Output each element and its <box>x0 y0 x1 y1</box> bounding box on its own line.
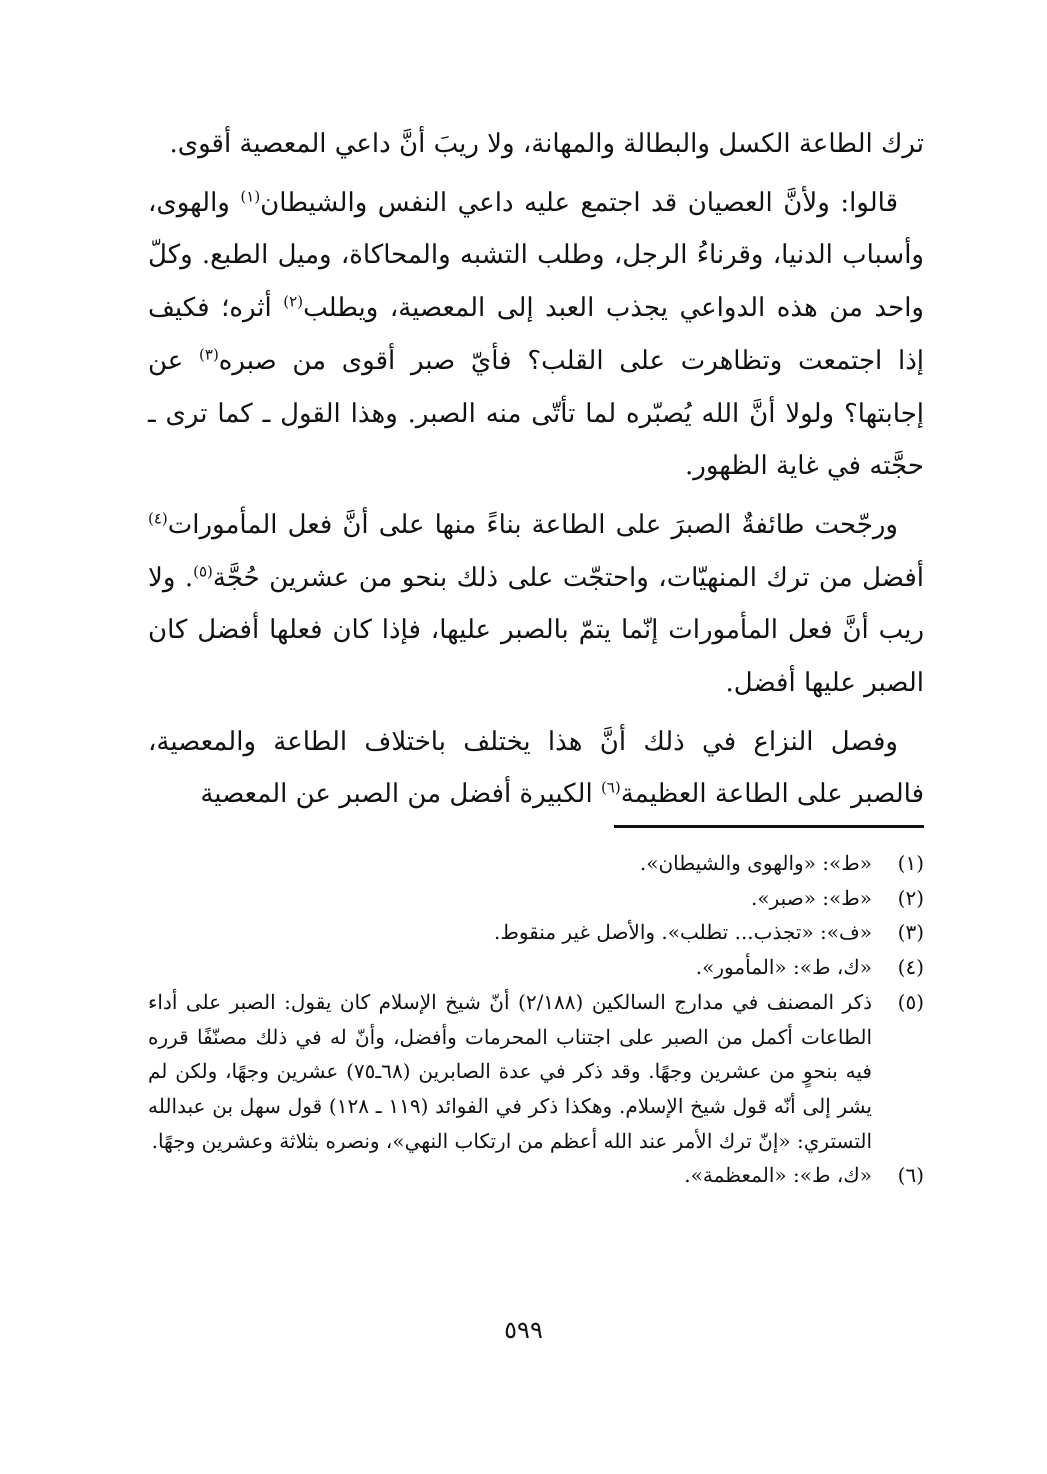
footnote-separator <box>614 825 924 828</box>
paragraph-2-text-a: قالوا: ولأنَّ العصيان قد اجتمع عليه داعي النفس والشيطان <box>260 187 899 218</box>
footnote-ref-5[interactable]: (٥) <box>193 561 213 580</box>
paragraph-1 <box>148 118 924 171</box>
paragraph-2 <box>148 177 924 493</box>
footnote-ref-6[interactable]: (٦) <box>600 778 621 797</box>
footnote-5 <box>148 985 924 1159</box>
footnote-3 <box>148 915 924 950</box>
paragraph-2-text-c: أثره؛ فكيف إذا اجتمعت وتظاهرت على القلب؟ فأيّ صبر أقوى من صبره <box>148 293 924 376</box>
footnote-4 <box>148 950 924 985</box>
footnotes <box>148 846 924 1193</box>
paragraph-2-text-d: عن إجابتها؟ ولولا أنَّ الله يُصبّره لما تأتّى منه الصبر. وهذا القول ـ كما ترى ـ حجَّته في غاية الظهور. <box>148 345 924 482</box>
main-text <box>148 118 924 821</box>
footnote-ref-4[interactable]: (٤) <box>148 509 168 528</box>
footnote-text: «ط»: «والهوى والشيطان». <box>639 851 872 875</box>
footnote-ref-2[interactable]: (٢) <box>283 292 304 311</box>
footnote-6 <box>148 1158 924 1193</box>
footnote-text: «ط»: «صبر». <box>751 885 872 910</box>
page-number: ٥٩٩ <box>504 1316 543 1344</box>
footnote-text: «ك، ط»: «المعظمة». <box>684 1163 872 1188</box>
footnote-1 <box>148 846 924 881</box>
footnote-number: (١) <box>897 851 924 875</box>
footnote-number: (٤) <box>897 955 924 980</box>
footnote-text: ذكر المصنف في مدارج السالكين (٢/١٨٨) أنّ شيخ الإسلام كان يقول: الصبر على أداء الطاعات أكمل من الصبر على اجتناب المحرمات وأفضل، وأنّ له في ذلك مصنّفًا قرره فيه بنحوٍ من عشرين وجهًا. وقد ذكر في عدة الصابرين (٦٨ـ٧٥) عشرين وجهًا، ولكن لم يشر إلى أنّه قول شيخ الإسلام. وهكذا ذكر في الفوائد (١١٩ ـ ١٢٨) قول سهل بن عبدالله التستري: «إنّ ترك الأمر عند الله أعظم من ارتكاب النهي»، ونصره بثلاثة وعشرين وجهًا. <box>148 989 872 1153</box>
paragraph-3-text-b: أفضل من ترك المنهيّات، واحتجّت على ذلك بنحو من عشرين حُجَّة <box>212 562 924 593</box>
footnote-number: (٣) <box>897 920 924 945</box>
paragraph-3-text-c: . ولا ريب أنَّ فعل المأمورات إنّما يتمّ بالصبر عليها، فإذا كان فعلها أفضل كان الصبر عليها أفضل. <box>148 562 924 699</box>
paragraph-1-text: ترك الطاعة الكسل والبطالة والمهانة، ولا ريبَ أنَّ داعي المعصية أقوى. <box>169 129 924 159</box>
footnote-number: (٢) <box>897 885 924 910</box>
paragraph-3 <box>148 499 924 710</box>
paragraph-3-text-a: ورجّحت طائفةٌ الصبرَ على الطاعة بناءً منها على أنَّ فعل المأمورات <box>167 509 898 540</box>
footnote-text: «ف»: «تجذب... تطلب». والأصل غير منقوط. <box>494 920 872 945</box>
footnote-number: (٥) <box>897 989 924 1014</box>
footnote-2 <box>148 881 924 916</box>
footnote-ref-3[interactable]: (٣) <box>199 345 219 364</box>
paragraph-4-text-b: الكبيرة أفضل من الصبر عن المعصية <box>200 779 601 810</box>
footnote-number: (٦) <box>897 1163 924 1188</box>
footnote-ref-1[interactable]: (١) <box>240 187 261 206</box>
paragraph-4 <box>148 716 924 821</box>
paragraph-4-text-a: وفصل النزاع في ذلك أنَّ هذا يختلف باختلاف الطاعة والمعصية، فالصبر على الطاعة العظيمة <box>148 726 924 810</box>
footnote-text: «ك، ط»: «المأمور». <box>695 955 872 980</box>
paragraph-2-text-b: والهوى، وأسباب الدنيا، وقرناءُ الرجل، وطلب التشبه والمحاكاة، وميل الطبع. وكلّ واحد من هذه الدواعي يجذب العبد إلى المعصية، ويطلب <box>148 187 924 324</box>
